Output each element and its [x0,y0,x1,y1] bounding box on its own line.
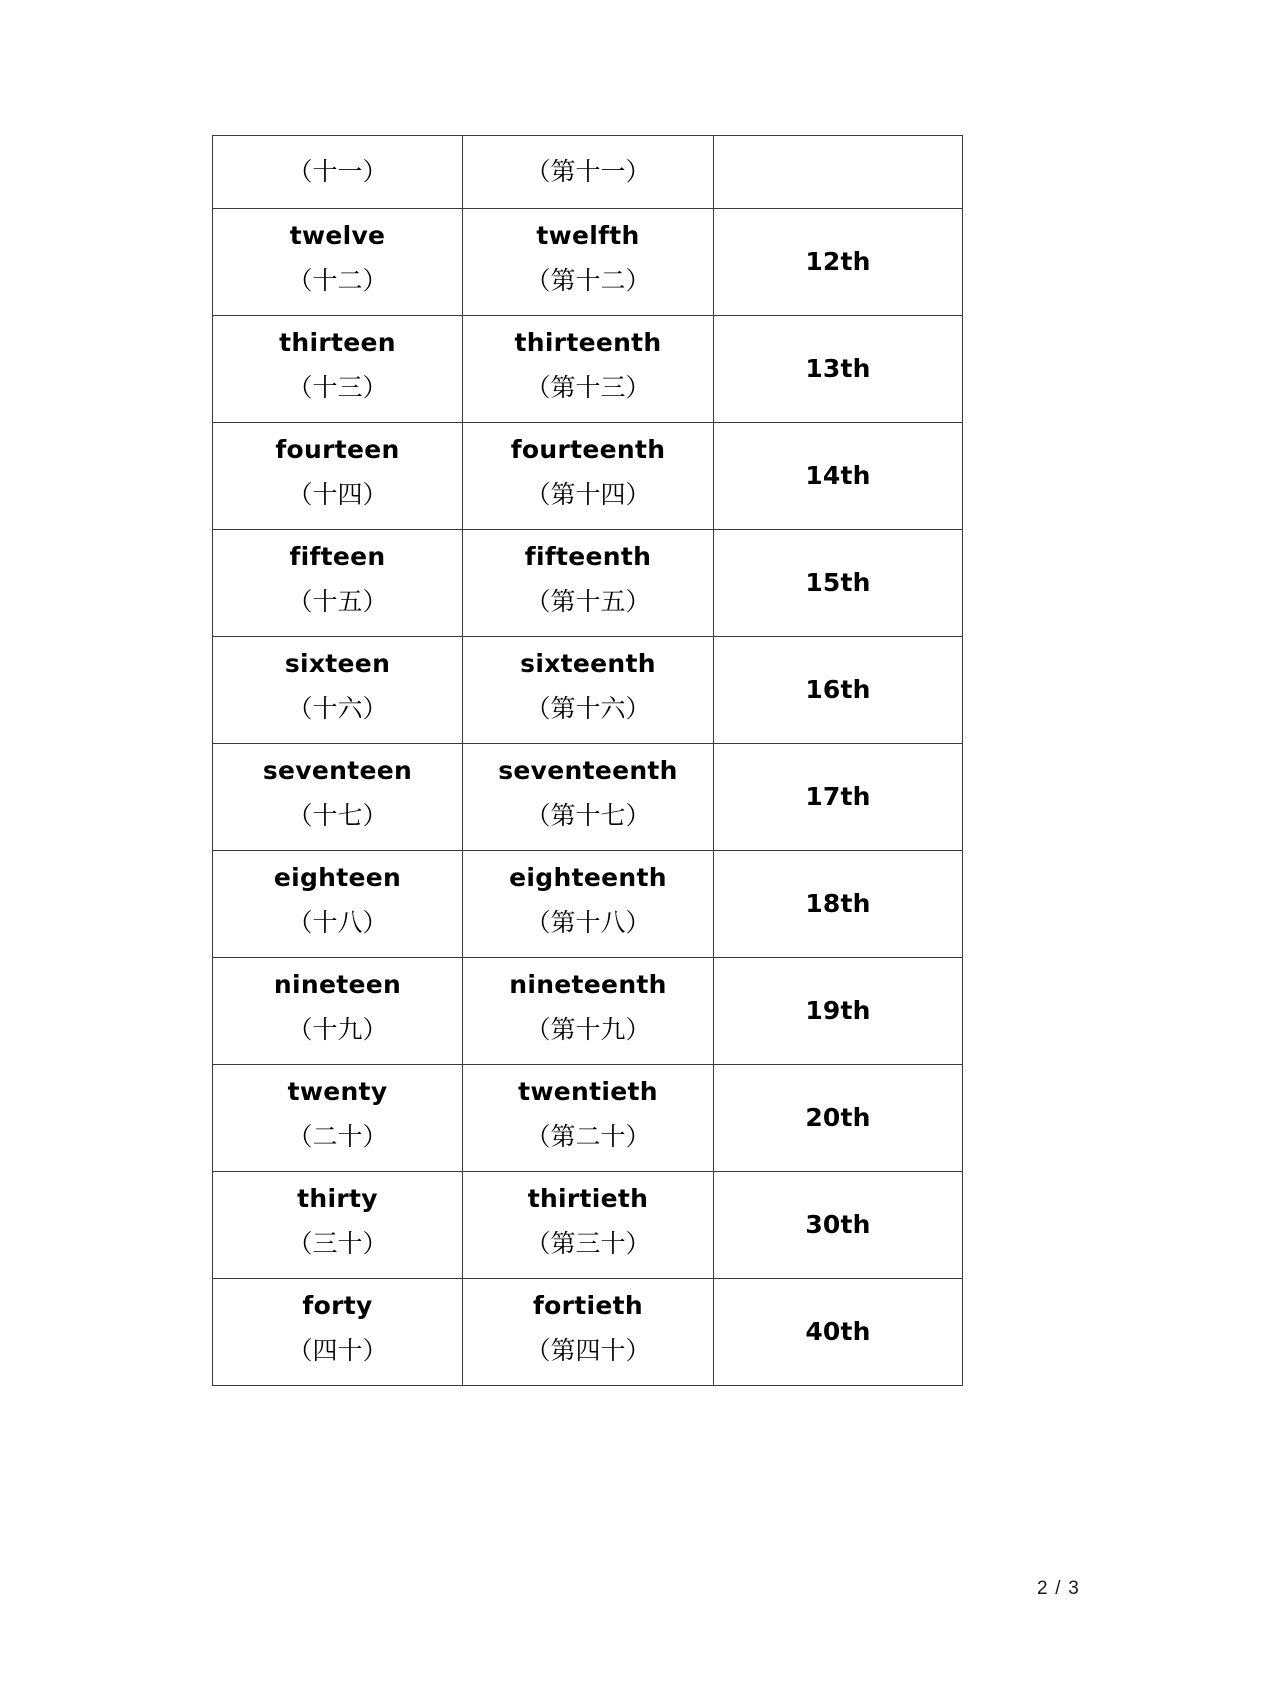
cell-content [714,782,962,811]
cell-content [463,851,713,957]
cell-content [213,958,462,1064]
cell-content [714,1317,962,1346]
cell-ordinal [463,208,714,315]
cardinal-english: thirty [297,1183,378,1213]
ordinal-english: twentieth [518,1076,658,1106]
cardinal-chinese: （四十） [287,1336,388,1365]
cardinal-chinese: （十六） [287,694,388,723]
ordinal-english: nineteenth [509,969,667,999]
cell-content [463,744,713,850]
ordinal-chinese: （第十九） [525,1015,651,1044]
cell-content [213,851,462,957]
cardinal-chinese: （十八） [287,908,388,937]
cell-content [213,136,462,208]
cell-content [213,423,462,529]
table-row [213,136,963,209]
cell-cardinal [213,743,463,850]
cell-content [213,1065,462,1171]
numeric-ordinal-label: 19th [805,996,871,1025]
cell-cardinal [213,208,463,315]
cell-numeric-ordinal [714,422,963,529]
cell-ordinal [463,529,714,636]
cell-cardinal [213,957,463,1064]
ordinal-english: seventeenth [498,755,678,785]
ordinal-chinese: （第十一） [525,157,651,186]
cardinal-english: twelve [289,220,386,250]
numeric-ordinal-label: 40th [805,1317,871,1346]
cell-content [213,1279,462,1385]
numeric-ordinal-label: 12th [805,247,871,276]
cell-content [714,889,962,918]
cardinal-chinese: （十七） [287,801,388,830]
cell-content [463,316,713,422]
ordinal-english: fortieth [532,1290,643,1320]
cell-numeric-ordinal [714,1064,963,1171]
cell-content [714,1103,962,1132]
cell-content [213,530,462,636]
cell-content [714,568,962,597]
cell-cardinal [213,529,463,636]
cardinal-english: sixteen [284,648,391,678]
ordinal-chinese: （第十四） [525,480,651,509]
cardinal-english: nineteen [273,969,402,999]
cell-content [213,744,462,850]
cell-ordinal [463,136,714,209]
ordinal-english: twelfth [536,220,640,250]
cell-content [463,637,713,743]
cell-numeric-ordinal [714,1171,963,1278]
ordinal-chinese: （第二十） [525,1122,651,1151]
cardinal-english: eighteen [273,862,402,892]
cell-ordinal [463,850,714,957]
ordinal-chinese: （第三十） [525,1229,651,1258]
numeric-ordinal-label: 17th [805,782,871,811]
cell-content [714,354,962,383]
cell-numeric-ordinal [714,529,963,636]
numeric-ordinal-label: 15th [805,568,871,597]
cell-content [714,1210,962,1239]
numeric-ordinal-label: 20th [805,1103,871,1132]
table-row [213,636,963,743]
cell-content [213,1172,462,1278]
ordinal-chinese: （第十二） [525,266,651,295]
cell-content [463,1065,713,1171]
table-row [213,743,963,850]
cell-cardinal [213,1278,463,1385]
ordinal-chinese: （第十三） [525,373,651,402]
table-row [213,1171,963,1278]
cell-ordinal [463,1064,714,1171]
cell-cardinal [213,850,463,957]
cell-ordinal [463,743,714,850]
table-row [213,957,963,1064]
cell-ordinal [463,1278,714,1385]
cell-numeric-ordinal [714,136,963,209]
ordinal-chinese: （第十七） [525,801,651,830]
cardinal-chinese: （十一） [287,157,388,186]
cell-content [213,209,462,315]
table-row [213,850,963,957]
table-row [213,1278,963,1385]
cardinal-english: twenty [287,1076,388,1106]
cardinal-chinese: （十九） [287,1015,388,1044]
cardinal-english: fifteen [289,541,386,571]
numeric-ordinal-label: 16th [805,675,871,704]
cardinal-chinese: （三十） [287,1229,388,1258]
ordinal-english: sixteenth [520,648,656,678]
ordinal-english: fifteenth [524,541,652,571]
cell-content [463,136,713,208]
cell-ordinal [463,957,714,1064]
cardinal-english: forty [302,1290,373,1320]
cell-numeric-ordinal [714,208,963,315]
cell-ordinal [463,422,714,529]
table-row [213,208,963,315]
cell-cardinal [213,1171,463,1278]
table-row [213,1064,963,1171]
cell-cardinal [213,136,463,209]
cardinal-chinese: （十二） [287,266,388,295]
cell-ordinal [463,1171,714,1278]
table-row [213,529,963,636]
numeric-ordinal-label: 14th [805,461,871,490]
cell-content [714,461,962,490]
cell-ordinal [463,315,714,422]
ordinal-english: thirteenth [514,327,662,357]
cardinal-chinese: （十三） [287,373,388,402]
cell-content [463,530,713,636]
cell-numeric-ordinal [714,743,963,850]
cell-numeric-ordinal [714,957,963,1064]
cell-cardinal [213,315,463,422]
cell-numeric-ordinal [714,1278,963,1385]
numeric-ordinal-label: 30th [805,1210,871,1239]
cell-content [463,209,713,315]
cardinal-chinese: （十四） [287,480,388,509]
cell-numeric-ordinal [714,315,963,422]
cell-content [714,247,962,276]
cardinal-english: fourteen [275,434,400,464]
cardinal-english: thirteen [279,327,396,357]
cardinal-chinese: （十五） [287,587,388,616]
cell-content [714,675,962,704]
cardinal-english: seventeen [262,755,413,785]
ordinal-english: fourteenth [510,434,666,464]
cell-content [463,958,713,1064]
table-row [213,422,963,529]
table-body [213,136,963,1386]
cell-ordinal [463,636,714,743]
cell-content [213,637,462,743]
table-row [213,315,963,422]
ordinal-chinese: （第十六） [525,694,651,723]
cell-content [463,1279,713,1385]
number-words-table [212,135,963,1386]
cell-numeric-ordinal [714,850,963,957]
ordinal-chinese: （第四十） [525,1336,651,1365]
cell-cardinal [213,422,463,529]
ordinal-chinese: （第十五） [525,587,651,616]
cell-content [463,423,713,529]
ordinal-chinese: （第十八） [525,908,651,937]
cell-content [714,996,962,1025]
page-number-footer: 2 / 3 [1037,1578,1080,1599]
cell-content [463,1172,713,1278]
cardinal-chinese: （二十） [287,1122,388,1151]
cell-numeric-ordinal [714,636,963,743]
numeric-ordinal-label: 18th [805,889,871,918]
cell-cardinal [213,1064,463,1171]
cell-content [213,316,462,422]
numeric-ordinal-label: 13th [805,354,871,383]
cell-cardinal [213,636,463,743]
ordinal-english: thirtieth [527,1183,649,1213]
ordinal-english: eighteenth [509,862,667,892]
